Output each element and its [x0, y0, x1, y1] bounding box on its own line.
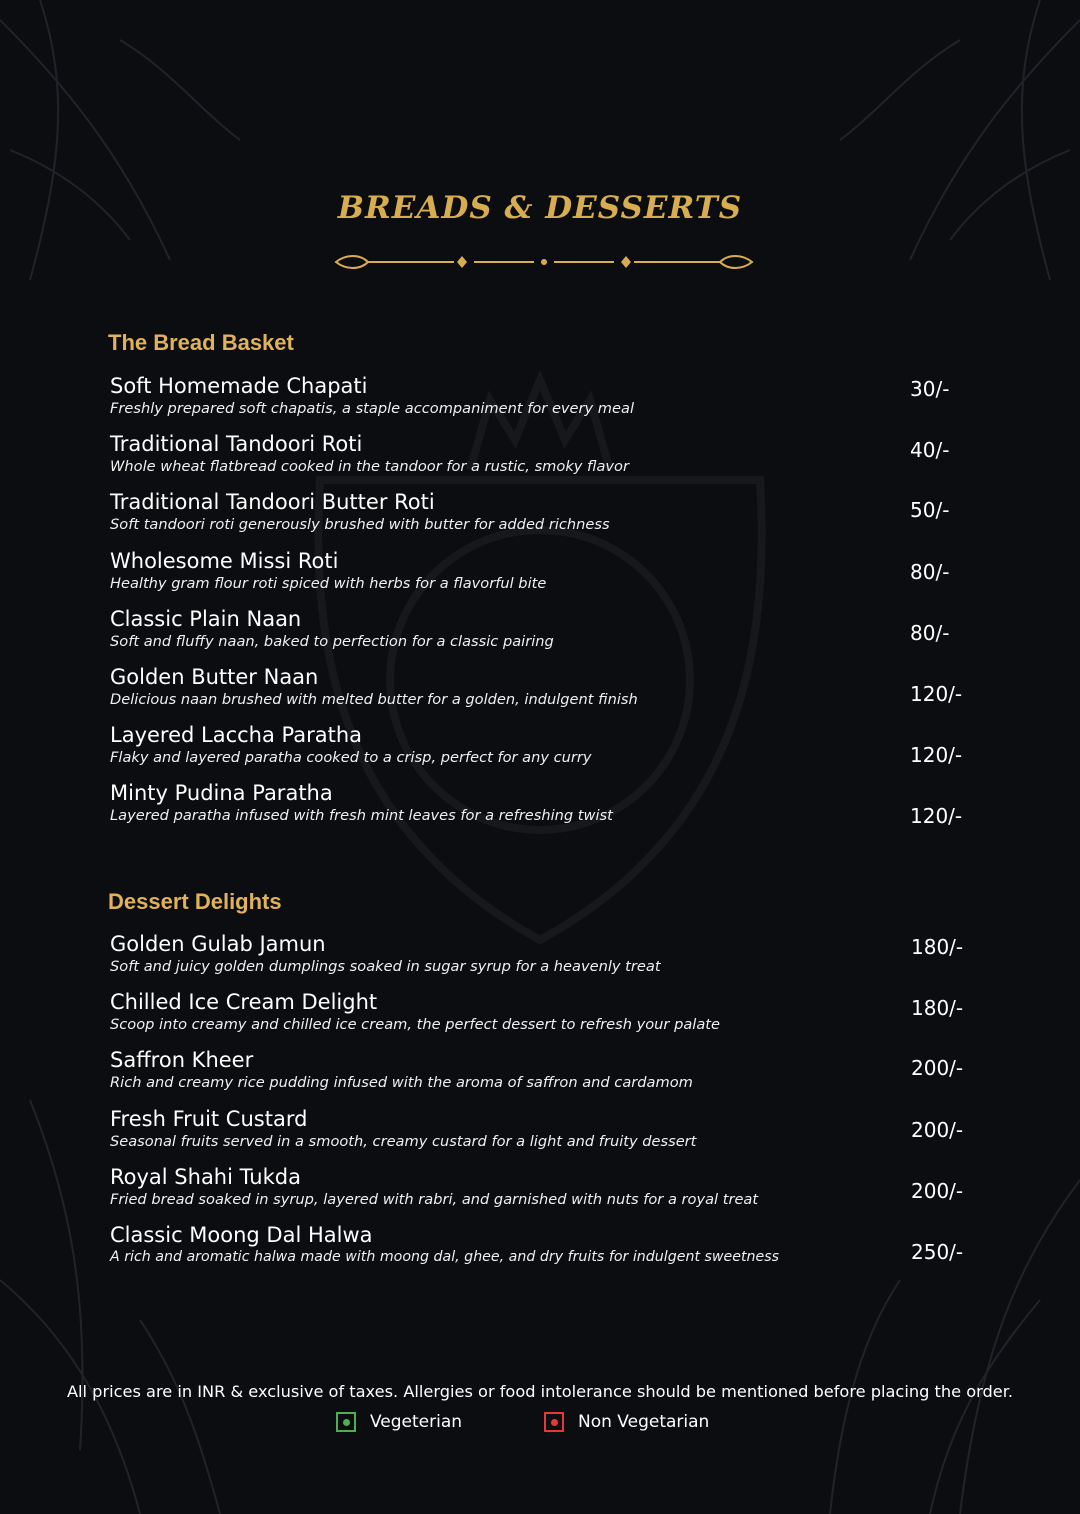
item-name: Traditional Tandoori Roti	[110, 432, 363, 457]
item-name: Traditional Tandoori Butter Roti	[110, 490, 435, 515]
item-price: 200/-	[911, 1056, 964, 1081]
item-price: 30/-	[910, 377, 950, 401]
menu-item	[0, 665, 1080, 723]
item-name: Chilled Ice Cream Delight	[110, 990, 378, 1015]
item-price: 250/-	[911, 1239, 964, 1264]
item-name: Saffron Kheer	[110, 1048, 254, 1073]
item-description: Fried bread soaked in syrup, layered with rabri, and garnished with nuts for a royal treat	[110, 1190, 759, 1208]
item-price: 180/-	[911, 935, 964, 959]
item-price: 80/-	[910, 620, 950, 645]
item-price: 200/-	[911, 1117, 964, 1142]
ornament-divider	[334, 252, 754, 272]
item-description: Healthy gram flour roti spiced with herbs for a flavorful bite	[110, 574, 547, 592]
item-price: 50/-	[910, 498, 950, 523]
menu-item	[0, 549, 1080, 607]
menu-item	[0, 607, 1080, 665]
menu-item	[0, 723, 1080, 781]
item-price: 120/-	[910, 681, 963, 706]
item-name: Golden Gulab Jamun	[110, 932, 326, 956]
section-title-breads: The Bread Basket	[108, 330, 294, 355]
item-price: 200/-	[911, 1178, 964, 1203]
legend-non-veg	[544, 1412, 709, 1432]
item-name: Classic Moong Dal Halwa	[110, 1222, 373, 1247]
menu-item	[0, 1165, 1080, 1223]
item-name: Golden Butter Naan	[110, 664, 319, 689]
menu-item	[0, 432, 1080, 490]
item-name: Wholesome Missi Roti	[110, 548, 339, 573]
bread-list	[0, 374, 1080, 840]
menu-item	[0, 990, 1080, 1048]
item-description: Delicious naan brushed with melted butter for a golden, indulgent finish	[110, 690, 638, 708]
menu-item	[0, 1223, 1080, 1281]
item-price: 80/-	[910, 559, 950, 584]
menu-item	[0, 374, 1080, 432]
item-description: Soft and fluffy naan, baked to perfection for a classic pairing	[110, 632, 554, 650]
section-title-desserts: Dessert Delights	[108, 889, 282, 914]
item-description: Rich and creamy rice pudding infused with the aroma of saffron and cardamom	[110, 1074, 693, 1092]
menu-item	[0, 1048, 1080, 1106]
menu-item	[0, 490, 1080, 548]
veg-icon	[336, 1412, 356, 1432]
item-name: Layered Laccha Paratha	[110, 723, 363, 748]
item-description: Seasonal fruits served in a smooth, creamy custard for a light and fruity dessert	[110, 1132, 697, 1150]
menu-item	[0, 932, 1080, 990]
item-name: Minty Pudina Paratha	[110, 781, 333, 806]
item-description: Soft tandoori roti generously brushed with butter for added richness	[110, 516, 610, 534]
item-name: Royal Shahi Tukda	[110, 1164, 301, 1189]
menu-item	[0, 1107, 1080, 1165]
item-description: Scoop into creamy and chilled ice cream, the perfect dessert to refresh your palate	[110, 1016, 720, 1034]
item-price: 120/-	[910, 804, 963, 829]
item-description: Freshly prepared soft chapatis, a staple accompaniment for every meal	[110, 400, 634, 417]
item-price: 180/-	[911, 996, 964, 1021]
item-description: Whole wheat flatbread cooked in the tandoor for a rustic, smoky flavor	[110, 458, 629, 476]
dessert-list	[0, 932, 1080, 1281]
legend-veg-label: Vegeterian	[370, 1412, 463, 1432]
item-description: Soft and juicy golden dumplings soaked in sugar syrup for a heavenly treat	[110, 958, 661, 975]
item-description: A rich and aromatic halwa made with moong dal, ghee, and dry fruits for indulgent sweetness	[110, 1248, 780, 1265]
item-name: Fresh Fruit Custard	[110, 1106, 308, 1131]
item-description: Layered paratha infused with fresh mint leaves for a refreshing twist	[110, 807, 613, 825]
footer-note: All prices are in INR & exclusive of taxes. Allergies or food intolerance should be mentioned before placing the order.	[66, 1382, 1014, 1401]
item-price: 40/-	[910, 438, 950, 463]
item-name: Soft Homemade Chapati	[110, 374, 368, 398]
legend-veg	[336, 1412, 462, 1432]
item-price: 120/-	[910, 743, 963, 768]
item-name: Classic Plain Naan	[110, 606, 302, 631]
non-veg-icon	[544, 1412, 564, 1432]
menu-item	[0, 781, 1080, 839]
page-title: BREADS & DESSERTS	[337, 190, 743, 226]
legend-non-veg-label: Non Vegetarian	[578, 1412, 710, 1432]
item-description: Flaky and layered paratha cooked to a crisp, perfect for any curry	[110, 749, 592, 767]
